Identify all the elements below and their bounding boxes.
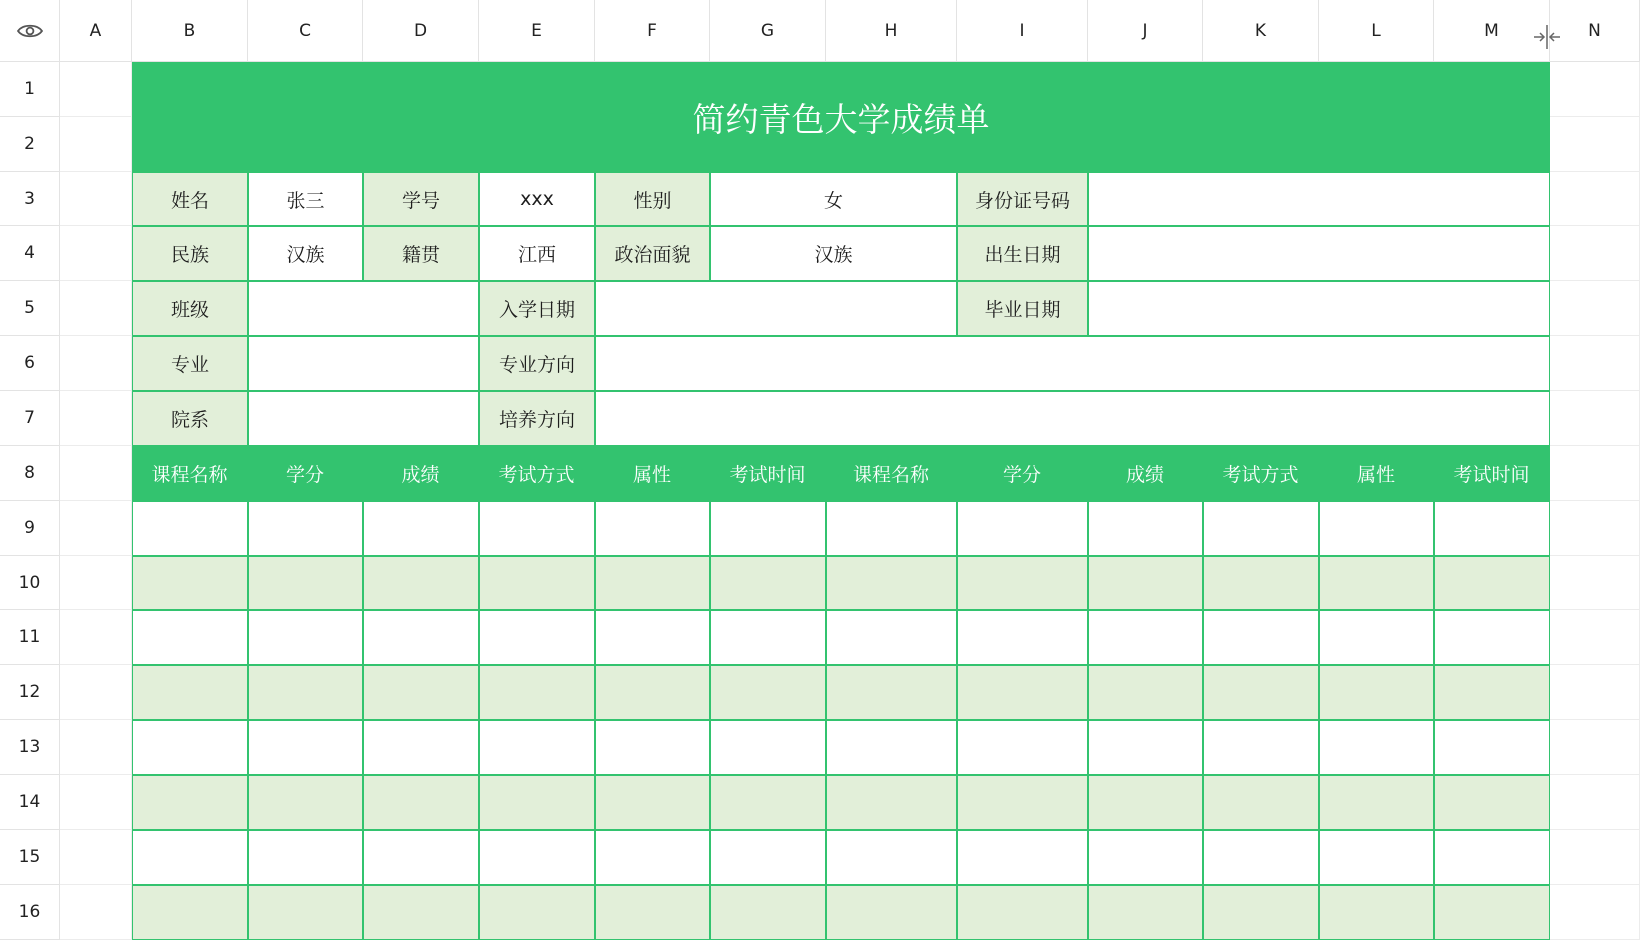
political-label[interactable]: 政治面貌 — [595, 226, 710, 281]
course-cell[interactable] — [479, 665, 595, 720]
course-cell[interactable] — [710, 556, 826, 610]
grid-cell[interactable] — [60, 775, 132, 830]
major-direction-label[interactable]: 专业方向 — [479, 336, 595, 391]
row-header[interactable]: 13 — [0, 720, 60, 775]
column-header[interactable]: H — [826, 0, 957, 62]
course-cell[interactable] — [957, 556, 1088, 610]
course-header[interactable]: 成绩 — [363, 446, 479, 501]
row-header[interactable]: 9 — [0, 501, 60, 556]
course-cell[interactable] — [1434, 885, 1550, 940]
course-cell[interactable] — [710, 720, 826, 775]
course-cell[interactable] — [957, 720, 1088, 775]
grid-cell[interactable] — [1550, 117, 1640, 172]
grid-cell[interactable] — [60, 336, 132, 391]
course-cell[interactable] — [479, 885, 595, 940]
course-cell[interactable] — [826, 556, 957, 610]
grid-cell[interactable] — [1550, 885, 1640, 940]
grid-cell[interactable] — [1550, 336, 1640, 391]
row-header[interactable]: 7 — [0, 391, 60, 446]
course-cell[interactable] — [957, 665, 1088, 720]
column-header[interactable]: M — [1434, 0, 1550, 62]
course-cell[interactable] — [1434, 775, 1550, 830]
course-cell[interactable] — [1319, 501, 1434, 556]
course-cell[interactable] — [1088, 501, 1203, 556]
grid-cell[interactable] — [60, 117, 132, 172]
course-cell[interactable] — [595, 501, 710, 556]
major-value[interactable] — [248, 336, 479, 391]
course-cell[interactable] — [479, 501, 595, 556]
course-cell[interactable] — [710, 610, 826, 665]
course-cell[interactable] — [363, 775, 479, 830]
grid-cell[interactable] — [1550, 226, 1640, 281]
grid-cell[interactable] — [60, 172, 132, 226]
course-cell[interactable] — [363, 830, 479, 885]
row-header[interactable]: 14 — [0, 775, 60, 830]
row-header[interactable]: 10 — [0, 556, 60, 610]
course-cell[interactable] — [1088, 830, 1203, 885]
native-place-value[interactable]: 江西 — [479, 226, 595, 281]
course-cell[interactable] — [248, 501, 363, 556]
ethnicity-label[interactable]: 民族 — [132, 226, 248, 281]
course-cell[interactable] — [363, 501, 479, 556]
grid-cell[interactable] — [60, 226, 132, 281]
graduate-date-value[interactable] — [1088, 281, 1550, 336]
training-direction-value[interactable] — [595, 391, 1550, 446]
course-cell[interactable] — [1088, 775, 1203, 830]
grid-cell[interactable] — [60, 281, 132, 336]
course-cell[interactable] — [957, 610, 1088, 665]
course-cell[interactable] — [479, 556, 595, 610]
course-cell[interactable] — [132, 830, 248, 885]
gender-label[interactable]: 性别 — [595, 172, 710, 226]
course-cell[interactable] — [1434, 501, 1550, 556]
course-cell[interactable] — [1088, 885, 1203, 940]
course-header[interactable]: 考试方式 — [1203, 446, 1319, 501]
class-label[interactable]: 班级 — [132, 281, 248, 336]
column-header[interactable]: L — [1319, 0, 1434, 62]
name-value[interactable]: 张三 — [248, 172, 363, 226]
course-cell[interactable] — [710, 885, 826, 940]
course-cell[interactable] — [132, 775, 248, 830]
row-header[interactable]: 2 — [0, 117, 60, 172]
visibility-toggle[interactable] — [0, 0, 60, 62]
course-cell[interactable] — [826, 501, 957, 556]
course-cell[interactable] — [1088, 720, 1203, 775]
course-cell[interactable] — [710, 775, 826, 830]
student-id-value[interactable]: xxx — [479, 172, 595, 226]
grid-cell[interactable] — [1550, 391, 1640, 446]
training-direction-label[interactable]: 培养方向 — [479, 391, 595, 446]
course-cell[interactable] — [479, 775, 595, 830]
column-header[interactable]: A — [60, 0, 132, 62]
course-cell[interactable] — [363, 720, 479, 775]
course-cell[interactable] — [710, 501, 826, 556]
grid-cell[interactable] — [1550, 720, 1640, 775]
major-direction-value[interactable] — [595, 336, 1550, 391]
row-header[interactable]: 6 — [0, 336, 60, 391]
course-cell[interactable] — [1319, 720, 1434, 775]
course-cell[interactable] — [248, 556, 363, 610]
sheet-title[interactable]: 简约青色大学成绩单 — [132, 62, 1550, 172]
row-header[interactable]: 12 — [0, 665, 60, 720]
column-header[interactable]: E — [479, 0, 595, 62]
course-cell[interactable] — [826, 720, 957, 775]
course-cell[interactable] — [1319, 885, 1434, 940]
course-cell[interactable] — [248, 610, 363, 665]
course-cell[interactable] — [1434, 556, 1550, 610]
course-cell[interactable] — [826, 665, 957, 720]
column-header[interactable]: N — [1550, 0, 1640, 62]
course-cell[interactable] — [363, 885, 479, 940]
grid-cell[interactable] — [60, 610, 132, 665]
course-cell[interactable] — [132, 610, 248, 665]
column-header[interactable]: J — [1088, 0, 1203, 62]
course-cell[interactable] — [363, 556, 479, 610]
department-value[interactable] — [248, 391, 479, 446]
grid-cell[interactable] — [1550, 446, 1640, 501]
course-cell[interactable] — [1203, 610, 1319, 665]
course-cell[interactable] — [1088, 665, 1203, 720]
course-header[interactable]: 学分 — [957, 446, 1088, 501]
grid-cell[interactable] — [1550, 556, 1640, 610]
course-cell[interactable] — [248, 665, 363, 720]
course-cell[interactable] — [132, 665, 248, 720]
native-place-label[interactable]: 籍贯 — [363, 226, 479, 281]
course-cell[interactable] — [479, 720, 595, 775]
course-cell[interactable] — [132, 720, 248, 775]
course-cell[interactable] — [1203, 665, 1319, 720]
grid-cell[interactable] — [60, 501, 132, 556]
course-cell[interactable] — [595, 830, 710, 885]
birth-date-value[interactable] — [1088, 226, 1550, 281]
course-cell[interactable] — [479, 610, 595, 665]
course-cell[interactable] — [595, 610, 710, 665]
eye-icon[interactable] — [17, 23, 43, 39]
grid-cell[interactable] — [60, 665, 132, 720]
column-header[interactable]: C — [248, 0, 363, 62]
course-cell[interactable] — [248, 830, 363, 885]
course-header[interactable]: 考试时间 — [710, 446, 826, 501]
course-cell[interactable] — [595, 720, 710, 775]
ethnicity-value[interactable]: 汉族 — [248, 226, 363, 281]
grid-cell[interactable] — [1550, 62, 1640, 117]
grid-cell[interactable] — [60, 62, 132, 117]
course-cell[interactable] — [595, 556, 710, 610]
course-cell[interactable] — [1434, 665, 1550, 720]
gender-value[interactable]: 女 — [710, 172, 957, 226]
major-label[interactable]: 专业 — [132, 336, 248, 391]
row-header[interactable]: 15 — [0, 830, 60, 885]
course-cell[interactable] — [1319, 556, 1434, 610]
grid-cell[interactable] — [1550, 501, 1640, 556]
course-cell[interactable] — [1434, 610, 1550, 665]
course-header[interactable]: 学分 — [248, 446, 363, 501]
column-header[interactable]: I — [957, 0, 1088, 62]
course-cell[interactable] — [363, 665, 479, 720]
course-cell[interactable] — [248, 720, 363, 775]
course-header[interactable]: 成绩 — [1088, 446, 1203, 501]
course-cell[interactable] — [1203, 501, 1319, 556]
id-card-label[interactable]: 身份证号码 — [957, 172, 1088, 226]
course-cell[interactable] — [957, 775, 1088, 830]
course-cell[interactable] — [1203, 885, 1319, 940]
course-cell[interactable] — [363, 610, 479, 665]
course-cell[interactable] — [1319, 830, 1434, 885]
course-header[interactable]: 属性 — [595, 446, 710, 501]
course-cell[interactable] — [595, 665, 710, 720]
course-cell[interactable] — [826, 775, 957, 830]
course-cell[interactable] — [710, 830, 826, 885]
course-header[interactable]: 课程名称 — [826, 446, 957, 501]
grid-cell[interactable] — [1550, 610, 1640, 665]
column-header[interactable]: K — [1203, 0, 1319, 62]
column-header[interactable]: G — [710, 0, 826, 62]
column-header[interactable]: F — [595, 0, 710, 62]
course-cell[interactable] — [1088, 556, 1203, 610]
row-header[interactable]: 1 — [0, 62, 60, 117]
course-header[interactable]: 考试方式 — [479, 446, 595, 501]
enroll-date-value[interactable] — [595, 281, 957, 336]
grid-cell[interactable] — [60, 391, 132, 446]
birth-date-label[interactable]: 出生日期 — [957, 226, 1088, 281]
course-cell[interactable] — [132, 501, 248, 556]
course-header[interactable]: 考试时间 — [1434, 446, 1550, 501]
course-cell[interactable] — [957, 830, 1088, 885]
row-header[interactable]: 8 — [0, 446, 60, 501]
grid-cell[interactable] — [1550, 281, 1640, 336]
row-header[interactable]: 4 — [0, 226, 60, 281]
class-value[interactable] — [248, 281, 479, 336]
enroll-date-label[interactable]: 入学日期 — [479, 281, 595, 336]
course-cell[interactable] — [1203, 775, 1319, 830]
column-resize-icon[interactable] — [1532, 22, 1562, 52]
course-cell[interactable] — [826, 830, 957, 885]
course-cell[interactable] — [1319, 775, 1434, 830]
course-cell[interactable] — [248, 885, 363, 940]
row-header[interactable]: 16 — [0, 885, 60, 940]
course-cell[interactable] — [1319, 610, 1434, 665]
political-value[interactable]: 汉族 — [710, 226, 957, 281]
grid-cell[interactable] — [60, 556, 132, 610]
department-label[interactable]: 院系 — [132, 391, 248, 446]
course-cell[interactable] — [595, 885, 710, 940]
course-cell[interactable] — [479, 830, 595, 885]
grid-cell[interactable] — [1550, 775, 1640, 830]
column-header[interactable]: B — [132, 0, 248, 62]
course-cell[interactable] — [595, 775, 710, 830]
course-cell[interactable] — [1434, 720, 1550, 775]
row-header[interactable]: 3 — [0, 172, 60, 226]
id-card-value[interactable] — [1088, 172, 1550, 226]
grid-cell[interactable] — [60, 885, 132, 940]
course-cell[interactable] — [957, 885, 1088, 940]
grid-cell[interactable] — [60, 720, 132, 775]
name-label[interactable]: 姓名 — [132, 172, 248, 226]
course-header[interactable]: 属性 — [1319, 446, 1434, 501]
course-cell[interactable] — [1319, 665, 1434, 720]
course-cell[interactable] — [957, 501, 1088, 556]
course-cell[interactable] — [1203, 556, 1319, 610]
student-id-label[interactable]: 学号 — [363, 172, 479, 226]
grid-cell[interactable] — [1550, 830, 1640, 885]
course-cell[interactable] — [1203, 720, 1319, 775]
course-header[interactable]: 课程名称 — [132, 446, 248, 501]
course-cell[interactable] — [248, 775, 363, 830]
graduate-date-label[interactable]: 毕业日期 — [957, 281, 1088, 336]
grid-cell[interactable] — [60, 446, 132, 501]
grid-cell[interactable] — [1550, 665, 1640, 720]
course-cell[interactable] — [1434, 830, 1550, 885]
course-cell[interactable] — [1088, 610, 1203, 665]
grid-cell[interactable] — [60, 830, 132, 885]
row-header[interactable]: 11 — [0, 610, 60, 665]
course-cell[interactable] — [826, 610, 957, 665]
course-cell[interactable] — [132, 556, 248, 610]
course-cell[interactable] — [1203, 830, 1319, 885]
course-cell[interactable] — [710, 665, 826, 720]
course-cell[interactable] — [132, 885, 248, 940]
row-header[interactable]: 5 — [0, 281, 60, 336]
column-header[interactable]: D — [363, 0, 479, 62]
grid-cell[interactable] — [1550, 172, 1640, 226]
course-cell[interactable] — [826, 885, 957, 940]
